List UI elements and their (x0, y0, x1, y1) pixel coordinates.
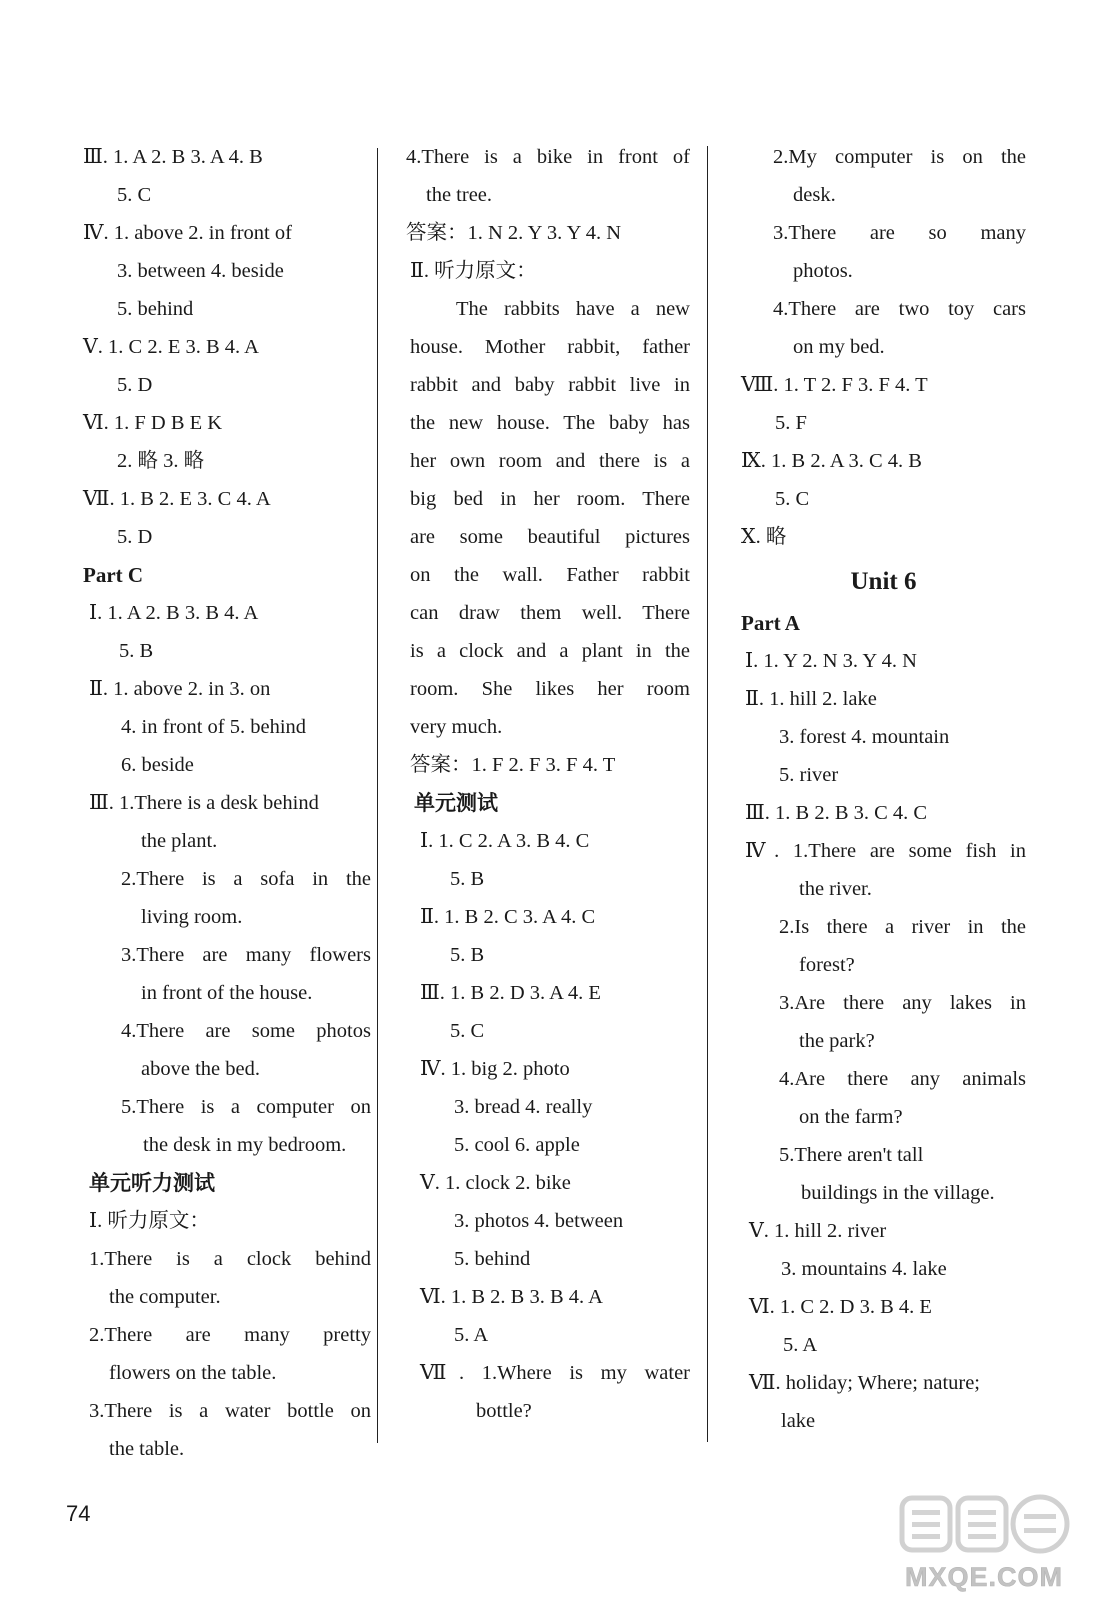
answer-line: Ⅲ. 1. A 2. B 3. A 4. B (83, 146, 263, 168)
answer-line: Ⅲ. 1. B 2. B 3. C 4. C (745, 802, 928, 824)
answer-line: 5. B (119, 640, 154, 662)
answer-line: Ⅳ. 1.There are some fish in (745, 840, 1026, 862)
answer-line: are some beautiful pictures (410, 526, 690, 548)
answer-line: 2.Is there a river in the (779, 916, 1026, 938)
answer-line: The rabbits have a new (456, 298, 690, 320)
answer-line: 2.There are many pretty (89, 1324, 371, 1346)
answer-line: Ⅴ. 1. C 2. E 3. B 4. A (83, 336, 259, 358)
answer-line: the table. (109, 1438, 185, 1460)
answer-line: Ⅶ. holiday; Where; nature; (749, 1372, 981, 1394)
answer-line: the plant. (141, 830, 218, 852)
column-right (741, 138, 1026, 1440)
answer-line: Ⅹ. 略 (741, 526, 787, 548)
answer-line: 5. B (450, 868, 485, 890)
answer-line: 4.There are some photos (121, 1020, 371, 1042)
answer-line: her own room and there is a (410, 450, 690, 472)
answer-line: Ⅰ. 听力原文： (89, 1210, 210, 1232)
answer-line: on the farm? (799, 1106, 903, 1128)
answer-line: the new house. The baby has (410, 412, 690, 434)
answer-line: photos. (793, 260, 853, 282)
answer-line: living room. (141, 906, 243, 928)
answer-line: Ⅲ. 1. B 2. D 3. A 4. E (420, 982, 601, 1004)
answer-line: the desk in my bedroom. (143, 1134, 347, 1156)
watermark-logo (884, 1486, 1084, 1596)
answer-line: rabbit and baby rabbit live in (410, 374, 690, 396)
answer-line: 5. C (117, 184, 152, 206)
answer-line: 3.There are many flowers (121, 944, 371, 966)
answer-line: Ⅶ. 1.Where is my water (420, 1362, 690, 1384)
answer-line: 3. bread 4. really (454, 1096, 593, 1118)
answer-line: 3. between 4. beside (117, 260, 284, 282)
answer-line: 3.Are there any lakes in (779, 992, 1026, 1014)
answer-line: 5. D (117, 374, 153, 396)
answer-line: 5. C (450, 1020, 485, 1042)
answer-line: Ⅷ. 1. T 2. F 3. F 4. T (741, 374, 928, 396)
answer-line: Ⅱ. 1. B 2. C 3. A 4. C (420, 906, 596, 928)
answer-line: Ⅱ. 1. hill 2. lake (745, 688, 877, 710)
answer-line: 5. F (775, 412, 807, 434)
answer-line: lake (781, 1410, 816, 1432)
answer-line: Ⅰ. 1. A 2. B 3. B 4. A (89, 602, 259, 624)
answer-line: Ⅸ. 1. B 2. A 3. C 4. B (741, 450, 922, 472)
answer-line: flowers on the table. (109, 1362, 277, 1384)
answer-line: Ⅲ. 1.There is a desk behind (89, 792, 319, 814)
answer-line: can draw them well. There (410, 602, 690, 624)
answer-line: 5. behind (454, 1248, 531, 1270)
answer-line: Ⅶ. 1. B 2. E 3. C 4. A (83, 488, 271, 510)
answer-line: 5.There is a computer on (121, 1096, 371, 1118)
answer-line: Ⅳ. 1. big 2. photo (420, 1058, 570, 1080)
column-divider-left (377, 148, 378, 1443)
answer-line: house. Mother rabbit, father (410, 336, 690, 358)
answer-line: 3. forest 4. mountain (779, 726, 950, 748)
answer-line: 1.There is a clock behind (89, 1248, 371, 1270)
answer-line: 2. 略 3. 略 (117, 450, 205, 472)
answer-line: Ⅴ. 1. hill 2. river (749, 1220, 887, 1242)
answer-line: in front of the house. (141, 982, 313, 1004)
section-heading: Part A (741, 611, 800, 635)
answer-line: Ⅱ. 1. above 2. in 3. on (89, 678, 271, 700)
section-heading: Part C (83, 563, 144, 587)
answer-line: 5.There aren't tall (779, 1144, 924, 1166)
answer-line: 答案：1. F 2. F 3. F 4. T (410, 754, 616, 776)
answer-line: 5. A (783, 1334, 818, 1356)
answer-line: big bed in her room. There (410, 488, 690, 510)
column-left (83, 138, 371, 1468)
answer-line: 5. A (454, 1324, 489, 1346)
answer-line: bottle? (476, 1400, 532, 1422)
page-number: 74 (66, 1501, 91, 1526)
answer-line: on my bed. (793, 336, 885, 358)
section-heading: 单元听力测试 (89, 1171, 215, 1195)
answer-line: Ⅵ. 1. B 2. B 3. B 4. A (420, 1286, 603, 1308)
answer-line: 4.Are there any animals (779, 1068, 1026, 1090)
answer-line: above the bed. (141, 1058, 260, 1080)
answer-line: 2.There is a sofa in the (121, 868, 371, 890)
answer-line: 5. cool 6. apple (454, 1134, 580, 1156)
answer-line: Ⅰ. 1. Y 2. N 3. Y 4. N (745, 650, 917, 672)
answer-line: 5. B (450, 944, 485, 966)
answer-line: 3.There are so many (773, 222, 1026, 244)
watermark-text: MXQE.COM (904, 1562, 1064, 1592)
section-heading: 单元测试 (414, 791, 498, 815)
answer-line: 4.There is a bike in front of (406, 146, 690, 168)
answer-line: desk. (793, 184, 836, 206)
answer-line: 5. D (117, 526, 153, 548)
answer-line: 6. beside (121, 754, 194, 776)
unit-title: Unit 6 (850, 568, 917, 595)
answer-line: 3.There is a water bottle on (89, 1400, 371, 1422)
answer-line: forest? (799, 954, 855, 976)
answer-line: Ⅰ. 1. C 2. A 3. B 4. C (420, 830, 590, 852)
answer-line: Ⅵ. 1. F D B E K (83, 412, 223, 434)
answer-line: 5. river (779, 764, 839, 786)
answer-line: Ⅳ. 1. above 2. in front of (83, 222, 292, 244)
answer-line: is a clock and a plant in the (410, 640, 690, 662)
watermark-logo-icon (884, 1486, 1084, 1596)
answer-line: very much. (410, 716, 503, 738)
answer-line: room. She likes her room (410, 678, 690, 700)
column-middle (406, 138, 690, 1430)
answer-line: buildings in the village. (801, 1182, 995, 1204)
answer-line: the tree. (426, 184, 493, 206)
answer-line: the computer. (109, 1286, 221, 1308)
answer-line: the park? (799, 1030, 875, 1052)
answer-line: 4. in front of 5. behind (121, 716, 307, 738)
answer-line: 2.My computer is on the (773, 146, 1026, 168)
answer-line: 3. mountains 4. lake (781, 1258, 947, 1280)
answer-line: Ⅵ. 1. C 2. D 3. B 4. E (749, 1296, 932, 1318)
answer-line: 5. C (775, 488, 810, 510)
answer-line: 4.There are two toy cars (773, 298, 1026, 320)
answer-line: 5. behind (117, 298, 194, 320)
answer-line: 3. photos 4. between (454, 1210, 624, 1232)
answer-line: Ⅴ. 1. clock 2. bike (420, 1172, 571, 1194)
answer-line: 答案：1. N 2. Y 3. Y 4. N (406, 222, 622, 244)
answer-line: Ⅱ. 听力原文： (410, 260, 537, 282)
column-divider-right (707, 146, 708, 1442)
answer-line: the river. (799, 878, 872, 900)
answer-line: on the wall. Father rabbit (410, 564, 690, 586)
